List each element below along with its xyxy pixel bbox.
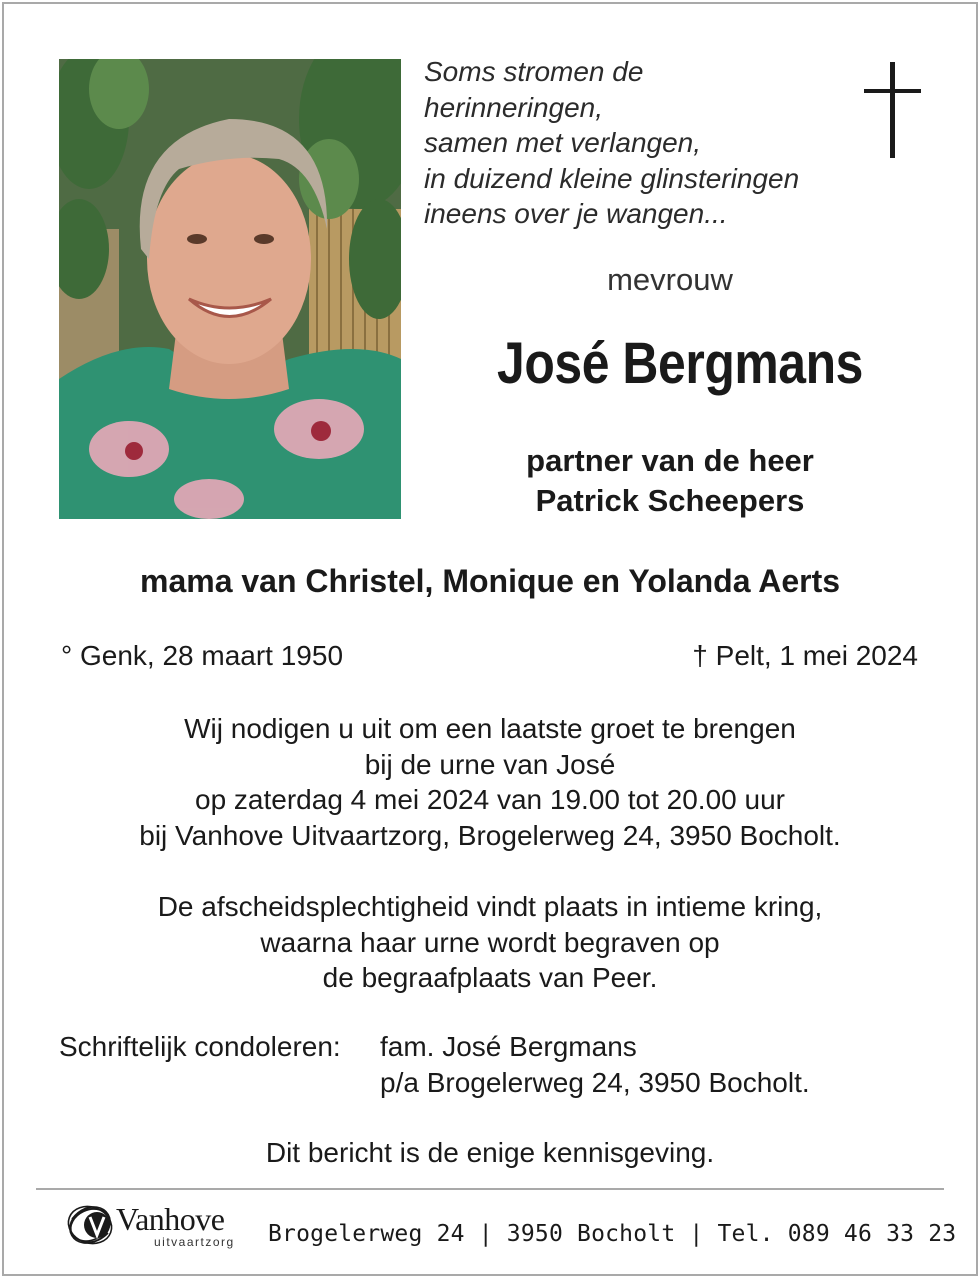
birth-info: ° Genk, 28 maart 1950 <box>61 640 344 671</box>
invitation-line: Wij nodigen u uit om een laatste groet te brengen <box>184 713 796 744</box>
salutation: mevrouw <box>607 262 733 297</box>
vanhove-logo-icon <box>64 1199 116 1251</box>
children-line: mama van Christel, Monique en Yolanda Aerts <box>139 563 841 599</box>
vanhove-logo <box>64 1199 254 1254</box>
poem-line: ineens over je wangen... <box>424 198 728 229</box>
deceased-name: José Bergmans <box>497 331 863 396</box>
logo-subtitle: uitvaartzorg <box>154 1235 235 1249</box>
invitation-line: op zaterdag 4 mei 2024 van 19.00 tot 20.00 uur <box>195 784 785 815</box>
ceremony-line: de begraafplaats van Peer. <box>322 962 658 993</box>
ceremony-block <box>40 889 940 996</box>
partner-line: partner van de heer <box>526 443 814 478</box>
condolence-address: p/a Brogelerweg 24, 3950 Bocholt. <box>380 1067 810 1098</box>
ceremony-line: De afscheidsplechtigheid vindt plaats in intieme kring, <box>157 891 823 922</box>
poem-line: in duizend kleine glinsteringen <box>424 162 800 194</box>
portrait-photo <box>59 59 401 519</box>
poem-line: Soms stromen de <box>424 56 644 87</box>
invitation-line: bij Vanhove Uitvaartzorg, Brogelerweg 24, 3950 Bocholt. <box>139 819 841 851</box>
partner-block <box>460 441 880 521</box>
notice-line: Dit bericht is de enige kennisgeving. <box>265 1137 715 1168</box>
invitation-line: bij de urne van José <box>364 748 616 780</box>
footer-divider <box>36 1188 944 1190</box>
death-info: † Pelt, 1 mei 2024 <box>692 640 918 671</box>
footer-contact: Brogelerweg 24 | 3950 Bocholt | Tel. 089 46 33 23 <box>268 1221 957 1247</box>
cross-icon <box>864 62 922 160</box>
partner-name: Patrick Scheepers <box>535 483 805 518</box>
logo-name: Vanhove <box>116 1201 225 1237</box>
poem <box>424 54 864 232</box>
ceremony-line: waarna haar urne wordt begraven op <box>260 926 720 958</box>
invitation-block <box>40 711 940 853</box>
condolence-label: Schriftelijk condoleren: <box>59 1031 341 1062</box>
poem-line: samen met verlangen, <box>424 127 702 158</box>
poem-line: herinneringen, <box>424 91 604 123</box>
condolence-name: fam. José Bergmans <box>380 1031 637 1062</box>
